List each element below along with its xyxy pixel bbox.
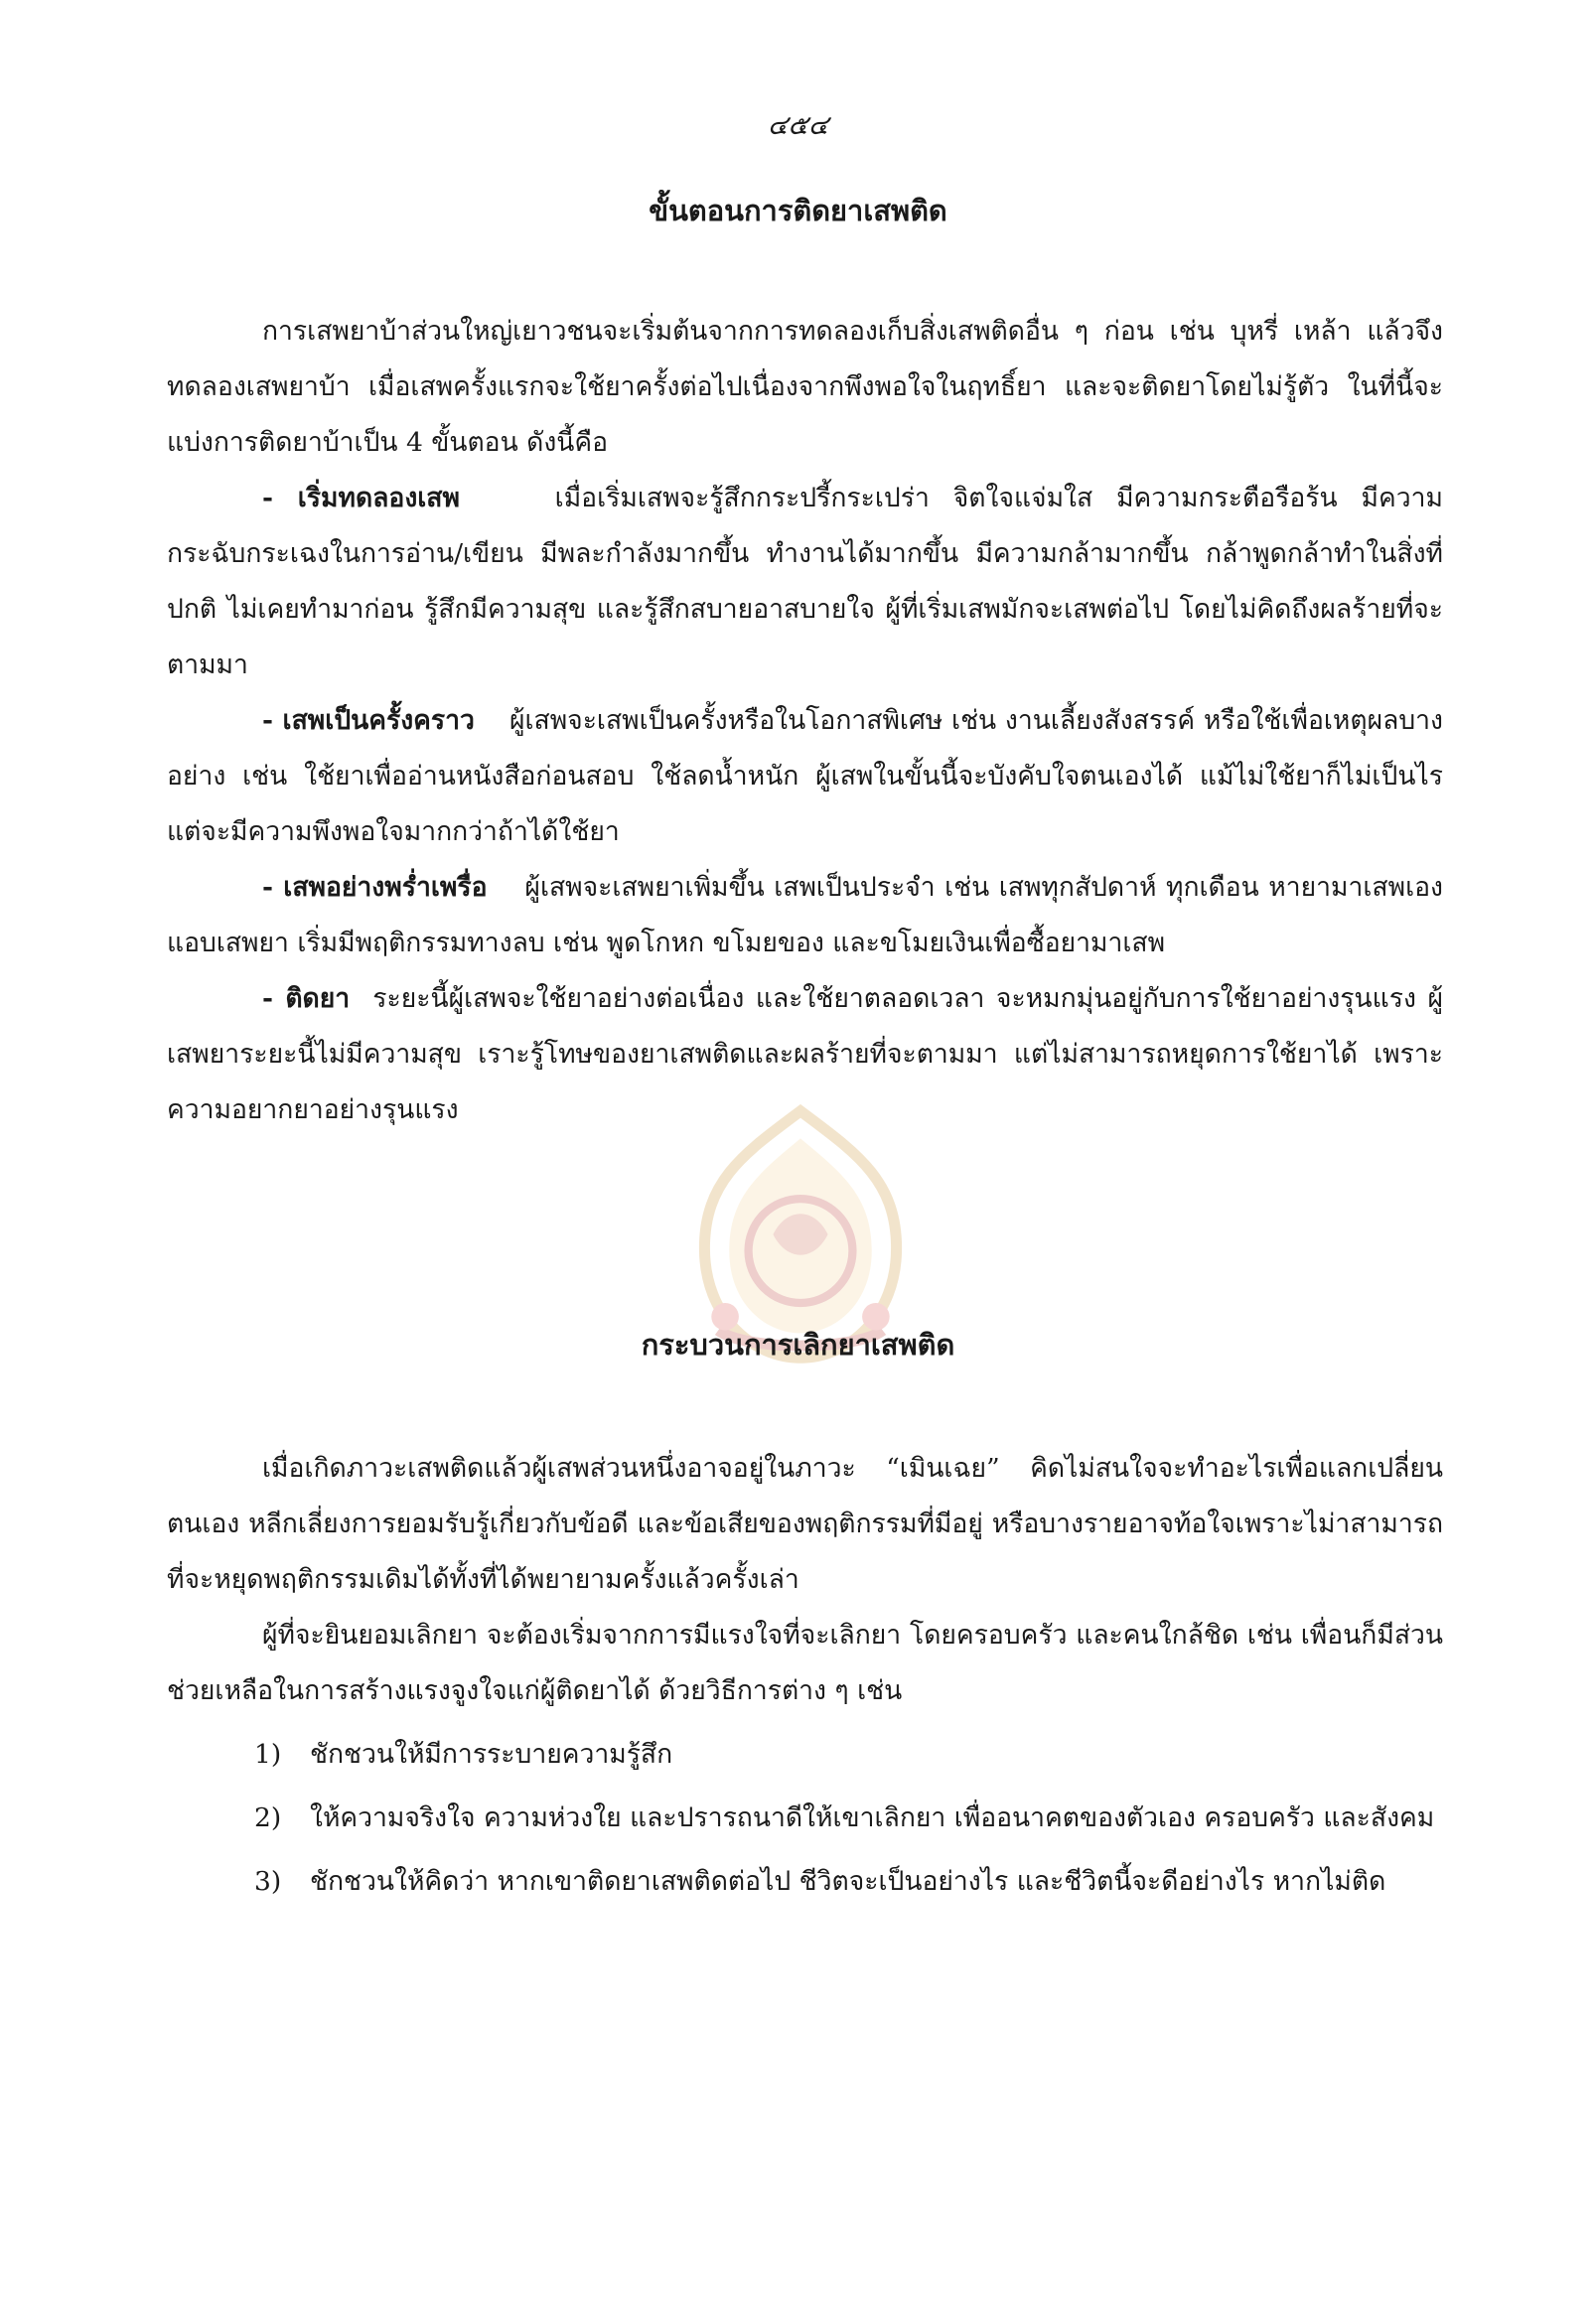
list-item — [254, 1791, 1443, 1846]
stage-label: - เสพเป็นครั้งคราว — [262, 705, 475, 736]
stage-label: - เสพอย่างพร่ำเพรื่อ — [262, 872, 488, 903]
list-item — [254, 1854, 1443, 1910]
list-item-text: ชักชวนให้คิดว่า หากเขาติดยาเสพติดต่อไป ชีวิตจะเป็นอย่างไร และชีวิตนี้จะดีอย่างไร หากไม่ติด — [310, 1866, 1386, 1897]
list-item-number: 1) — [254, 1739, 282, 1770]
page-number: ๔๕๔ — [767, 110, 829, 141]
stage-label: - ติดยา — [262, 983, 351, 1014]
list-item-text: ชักชวนให้มีการระบายความรู้สึก — [310, 1739, 673, 1770]
list-item-number: 3) — [254, 1866, 282, 1897]
list-item-text: ให้ความจริงใจ ความห่วงใย และปรารถนาดีให้เขาเลิกยา เพื่ออนาคตของตัวเอง ครอบครัว และสังคม — [310, 1802, 1435, 1833]
paragraph: ผู้ที่จะยินยอมเลิกยา จะต้องเริ่มจากการมีแรงใจที่จะเลิกยา โดยครอบครัว และคนใกล้ชิด เช่น เพื่อนก็มีส่วนช่วยเหลือในการสร้างแรงจูงใจแก่ผู้ติดยาได้ ด้วยวิธีการต่าง ๆ เช่น — [167, 1620, 1443, 1706]
section-heading-quitting-process: กระบวนการเลิกยาเสพติด — [641, 1328, 955, 1362]
stage-text: เมื่อเริ่มเสพจะรู้สึกกระปรี้กระเปร่า จิตใจแจ่มใส มีความกระตือรือร้น มีความกระฉับกระเฉงในการอ่าน/เขียน มีพละกำลังมากขึ้น ทำงานได้มากขึ้น มีความกล้ามากขึ้น กล้าพูดกล้าทำในสิ่งที่ปกติ ไม่เคยทำมาก่อน รู้สึกมีความสุข และรู้สึกสบายอาสบายใจ ผู้ที่เริ่มเสพมักจะเสพต่อไป โดยไม่คิดถึงผลร้ายที่จะตามมา — [167, 483, 1443, 680]
stage-text: ผู้เสพจะเสพเป็นครั้งหรือในโอกาสพิเศษ เช่น งานเลี้ยงสังสรรค์ หรือใช้เพื่อเหตุผลบางอย่าง เช่น ใช้ยาเพื่ออ่านหนังสือก่อนสอบ ใช้ลดน้ำหนัก ผู้เสพในขั้นนี้จะบังคับใจตนเองได้ แม้ไม่ใช้ยาก็ไม่เป็นไร แต่จะมีความพึงพอใจมากกว่าถ้าได้ใช้ยา — [167, 705, 1444, 847]
stage-text: ระยะนี้ผู้เสพจะใช้ยาอย่างต่อเนื่อง และใช้ยาตลอดเวลา จะหมกมุ่นอยู่กับการใช้ยาอย่างรุนแรง ผู้เสพยาระยะนี้ไม่มีความสุข เราะรู้โทษของยาเสพติดและผลร้ายที่จะตามมา แต่ไม่สามารถหยุดการใช้ยาได้ เพราะความอยากยาอย่างรุนแรง — [167, 983, 1443, 1125]
quitting-process-body — [167, 1441, 1443, 1910]
stage-text: ผู้เสพจะเสพยาเพิ่มขึ้น เสพเป็นประจำ เช่น เสพทุกสัปดาห์ ทุกเดือน หายามาเสพเอง แอบเสพยา เริ่มมีพฤติกรรมทางลบ เช่น พูดโกหก ขโมยของ และขโมยเงินเพื่อซื้อยามาเสพ — [167, 872, 1443, 958]
stage-paragraph — [167, 860, 1443, 971]
list-item-number: 2) — [254, 1802, 282, 1833]
stage-label: - เริ่มทดลองเสพ — [262, 483, 460, 513]
stage-paragraph — [167, 471, 1443, 693]
addiction-stages-body — [167, 304, 1443, 1138]
intro-paragraph: การเสพยาบ้าส่วนใหญ่เยาวชนจะเริ่มต้นจากการทดลองเก็บสิ่งเสพติดอื่น ๆ ก่อน เช่น บุหรี่ เหล้า แล้วจึงทดลองเสพยาบ้า เมื่อเสพครั้งแรกจะใช้ยาครั้งต่อไปเนื่องจากพึงพอใจในฤทธิ์ยา และจะติดยาโดยไม่รู้ตัว ในที่นี้จะแบ่งการติดยาบ้าเป็น 4 ขั้นตอน ดังนี้คือ — [167, 316, 1443, 458]
section-heading-addiction-stages: ขั้นตอนการติดยาเสพติด — [649, 194, 947, 227]
list-item — [254, 1727, 1443, 1783]
paragraph: เมื่อเกิดภาวะเสพติดแล้วผู้เสพส่วนหนึ่งอาจอยู่ในภาวะ “เมินเฉย” คิดไม่สนใจจะทำอะไรเพื่อแลกเปลี่ยนตนเอง หลีกเลี่ยงการยอมรับรู้เกี่ยวกับข้อดี และข้อเสียของพฤติกรรมที่มีอยู่ หรือบางรายอาจท้อใจเพราะไม่าสามารถที่จะหยุดพฤติกรรมเดิมได้ทั้งที่ได้พยายามครั้งแล้วครั้งเล่า — [167, 1453, 1443, 1595]
stage-paragraph — [167, 693, 1443, 860]
